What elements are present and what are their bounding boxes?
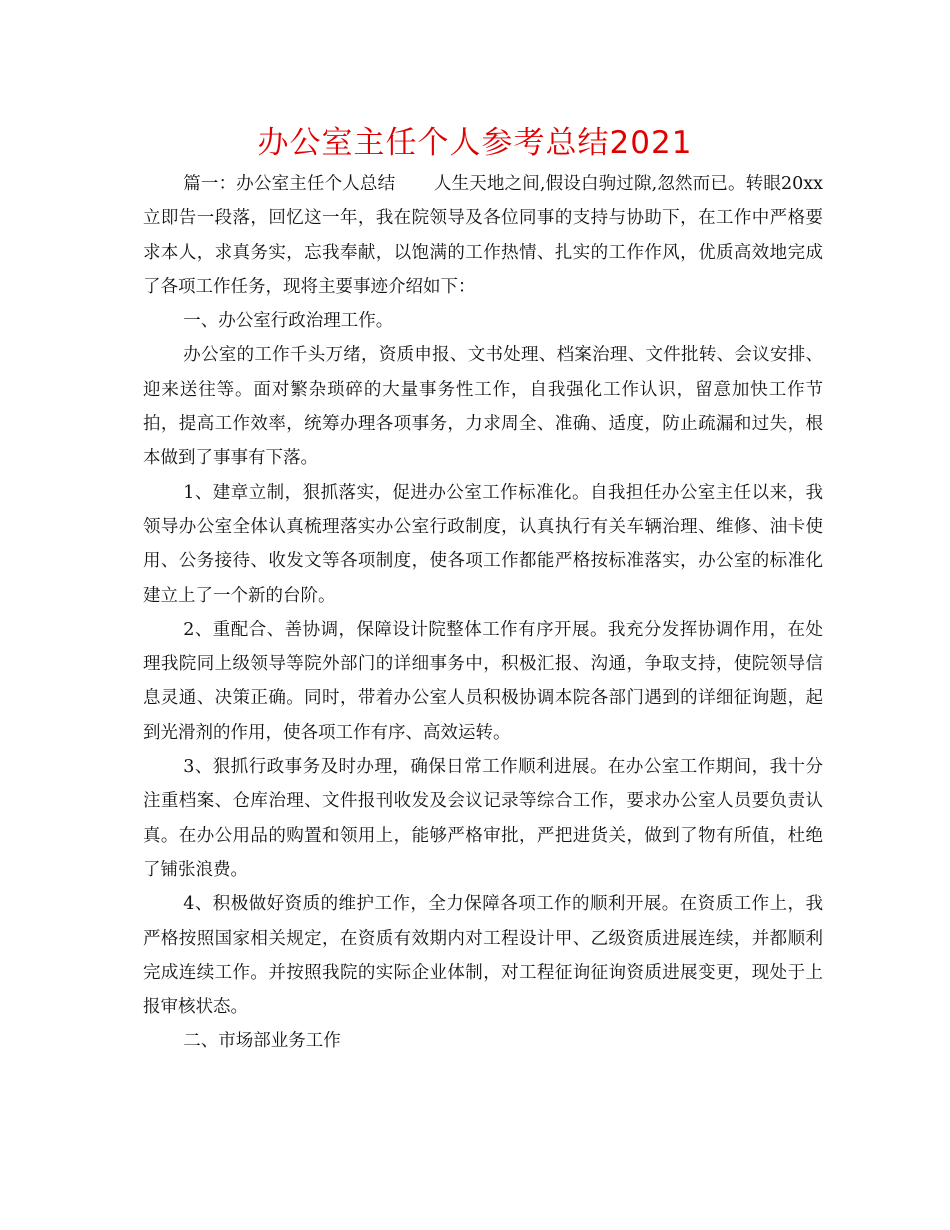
intro-text: 人生天地之间,假设白驹过隙,忽然而已。转眼20xx立即告一段落，回忆这一年，我在院领导及各位同事的支持与协助下，在工作中严格要求本人，求真务实，忘我奉献，以饱满的工作热情、扎实的工作作风，优质高效地完成了各项工作任务，现将主要事迹介绍如下： — [143, 174, 823, 297]
intro-heading: 篇一：办公室主任个人总结 — [183, 174, 396, 194]
list-item-1: 1、建章立制，狠抓落实，促进办公室工作标准化。自我担任办公室主任以来，我领导办公室全体认真梳理落实办公室行政制度，认真执行有关车辆治理、维修、油卡使用、公务接待、收发文等各项制度，使各项工作都能严格按标准落实，办公室的标准化建立上了一个新的台阶。 — [143, 482, 823, 606]
section-heading-market: 二、市场部业务工作 — [183, 1031, 341, 1052]
document-body — [143, 167, 823, 1059]
document-title: 办公室主任个人参考总结2021 — [257, 125, 693, 161]
list-item-3: 3、狠抓行政事务及时办理，确保日常工作顺利进展。在办公室工作期间，我十分注重档案、仓库治理、文件报刊收发及会议记录等综合工作，要求办公室人员要负责认真。在办公用品的购置和领用上，能够严格审批，严把进货关，做到了物有所值，杜绝了铺张浪费。 — [143, 757, 823, 880]
section-paragraph-admin: 办公室的工作千头万绪，资质申报、文书处理、档案治理、文件批转、会议安排、迎来送往等。面对繁杂琐碎的大量事务性工作，自我强化工作认识，留意加快工作节拍，提高工作效率，统筹办理各项事务，力求周全、准确、适度，防止疏漏和过失，根本做到了事事有下落。 — [143, 345, 823, 469]
intro-paragraph — [143, 167, 823, 304]
list-item-2: 2、重配合、善协调，保障设计院整体工作有序开展。我充分发挥协调作用，在处理我院同上级领导等院外部门的详细事务中，积极汇报、沟通，争取支持，使院领导信息灵通、决策正确。同时，带着办公室人员积极协调本院各部门遇到的详细征询题，起到光滑剂的作用，使各项工作有序、高效运转。 — [143, 619, 823, 743]
list-item-4: 4、积极做好资质的维护工作，全力保障各项工作的顺利开展。在资质工作上，我严格按照国家相关规定，在资质有效期内对工程设计甲、乙级资质进展连续，并都顺利完成连续工作。并按照我院的实际企业体制，对工程征询征询资质进展变更，现处于上报审核状态。 — [143, 894, 823, 1018]
section-heading-admin: 一、办公室行政治理工作。 — [183, 311, 394, 332]
